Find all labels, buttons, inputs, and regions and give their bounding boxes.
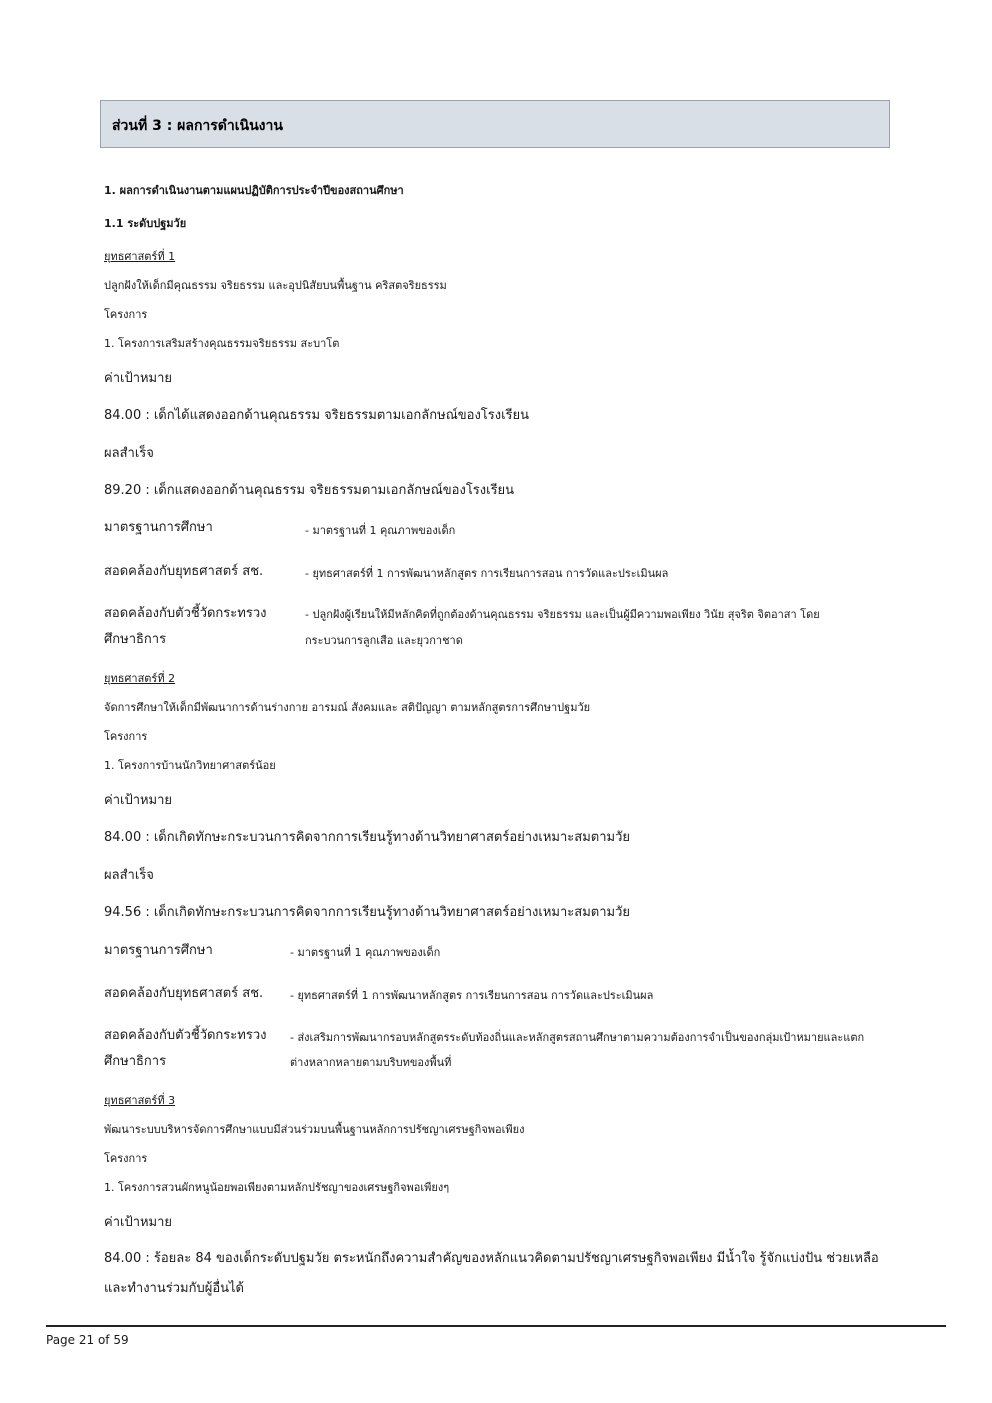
strategy-1-title: ยุทธศาสตร์ที่ 1 [104,250,176,263]
strategy-2-description: จัดการศึกษาให้เด็กมีพัฒนาการด้านร่างกาย อารมณ์ สังคมและ สติปัญญา ตามหลักสูตรการศึกษาปฐมวัย [104,701,591,714]
strategy-1-project-label: โครงการ [104,308,148,321]
strategy-2-moe-label-1: สอดคล้องกับตัวชี้วัดกระทรวง [104,1028,267,1043]
strategy-2-moe-2: ต่างหลากหลายตามบริบทของพื้นที่ [290,1056,452,1069]
section-header [100,100,890,148]
strategy-3-title: ยุทธศาสตร์ที่ 3 [104,1094,176,1107]
strategy-1-result-label: ผลสำเร็จ [104,446,154,461]
strategy-2-project: 1. โครงการบ้านนักวิทยาศาสตร์น้อย [104,759,276,772]
strategy-1-moe-2: กระบวนการลูกเสือ และยุวกาชาด [305,634,463,647]
strategy-1-obec: - ยุทธศาสตร์ที่ 1 การพัฒนาหลักสูตร การเรียนการสอน การวัดและประเมินผล [305,567,669,580]
strategy-1-obec-label: สอดคล้องกับยุทธศาสตร์ สช. [104,564,264,579]
strategy-2-target: 84.00 : เด็กเกิดทักษะกระบวนการคิดจากการเรียนรู้ทางด้านวิทยาศาสตร์อย่างเหมาะสมตามวัย [104,830,630,845]
strategy-2-obec-label: สอดคล้องกับยุทธศาสตร์ สช. [104,986,264,1001]
strategy-1-target-label: ค่าเป้าหมาย [104,371,173,386]
strategy-2-project-label: โครงการ [104,730,148,743]
section-title: ส่วนที่ 3 : ผลการดำเนินงาน [112,118,283,134]
strategy-1-moe-label-1: สอดคล้องกับตัวชี้วัดกระทรวง [104,606,267,621]
heading-early-childhood: 1.1 ระดับปฐมวัย [104,217,187,230]
strategy-1-target: 84.00 : เด็กได้แสดงออกด้านคุณธรรม จริยธรรมตามเอกลักษณ์ของโรงเรียน [104,408,530,423]
strategy-1-project: 1. โครงการเสริมสร้างคุณธรรมจริยธรรม สะบาโต [104,337,340,350]
strategy-1-description: ปลูกฝังให้เด็กมีคุณธรรม จริยธรรม และอุปนิสัยบนพื้นฐาน คริสตจริยธรรม [104,279,447,292]
strategy-2-obec: - ยุทธศาสตร์ที่ 1 การพัฒนาหลักสูตร การเรียนการสอน การวัดและประเมินผล [290,989,654,1002]
strategy-2-standard-label: มาตรฐานการศึกษา [104,943,213,958]
strategy-3-target-2: และทำงานร่วมกับผู้อื่นได้ [104,1281,244,1296]
strategy-3-description: พัฒนาระบบบริหารจัดการศึกษาแบบมีส่วนร่วมบนพื้นฐานหลักการปรัชญาเศรษฐกิจพอเพียง [104,1123,525,1136]
strategy-1-moe-label-2: ศึกษาธิการ [104,632,167,647]
strategy-2-result-label: ผลสำเร็จ [104,868,154,883]
strategy-3-project: 1. โครงการสวนผักหนูน้อยพอเพียงตามหลักปรัชญาของเศรษฐกิจพอเพียงๆ [104,1181,450,1194]
strategy-2-moe-label-2: ศึกษาธิการ [104,1054,167,1069]
strategy-1-standard-label: มาตรฐานการศึกษา [104,520,213,535]
strategy-3-project-label: โครงการ [104,1152,148,1165]
footer-divider [46,1325,946,1327]
strategy-1-moe-1: - ปลูกฝังผู้เรียนให้มีหลักคิดที่ถูกต้องด้านคุณธรรม จริยธรรม และเป็นผู้มีความพอเพียง วินัย สุจริต จิตอาสา โดย [305,608,820,621]
strategy-2-target-label: ค่าเป้าหมาย [104,793,173,808]
heading-operations: 1. ผลการดำเนินงานตามแผนปฏิบัติการประจำปีของสถานศึกษา [104,184,404,197]
strategy-2-moe-1: - ส่งเสริมการพัฒนากรอบหลักสูตรระดับท้องถิ่นและหลักสูตรสถานศึกษาตามความต้องการจำเป็นของกลุ่มเป้าหมายและแตก [290,1031,865,1044]
strategy-3-target-label: ค่าเป้าหมาย [104,1215,173,1230]
strategy-2-title: ยุทธศาสตร์ที่ 2 [104,672,176,685]
strategy-2-result: 94.56 : เด็กเกิดทักษะกระบวนการคิดจากการเรียนรู้ทางด้านวิทยาศาสตร์อย่างเหมาะสมตามวัย [104,905,630,920]
page-number: Page 21 of 59 [46,1333,129,1347]
strategy-1-result: 89.20 : เด็กแสดงออกด้านคุณธรรม จริยธรรมตามเอกลักษณ์ของโรงเรียน [104,483,515,498]
strategy-3-target-1: 84.00 : ร้อยละ 84 ของเด็กระดับปฐมวัย ตระหนักถึงความสำคัญของหลักแนวคิดตามปรัชญาเศรษฐกิจพอเพียง มีน้ำใจ รู้จักแบ่งปัน ช่วยเหลือ [104,1251,879,1266]
strategy-2-standard: - มาตรฐานที่ 1 คุณภาพของเด็ก [290,946,441,959]
strategy-1-standard: - มาตรฐานที่ 1 คุณภาพของเด็ก [305,524,456,537]
